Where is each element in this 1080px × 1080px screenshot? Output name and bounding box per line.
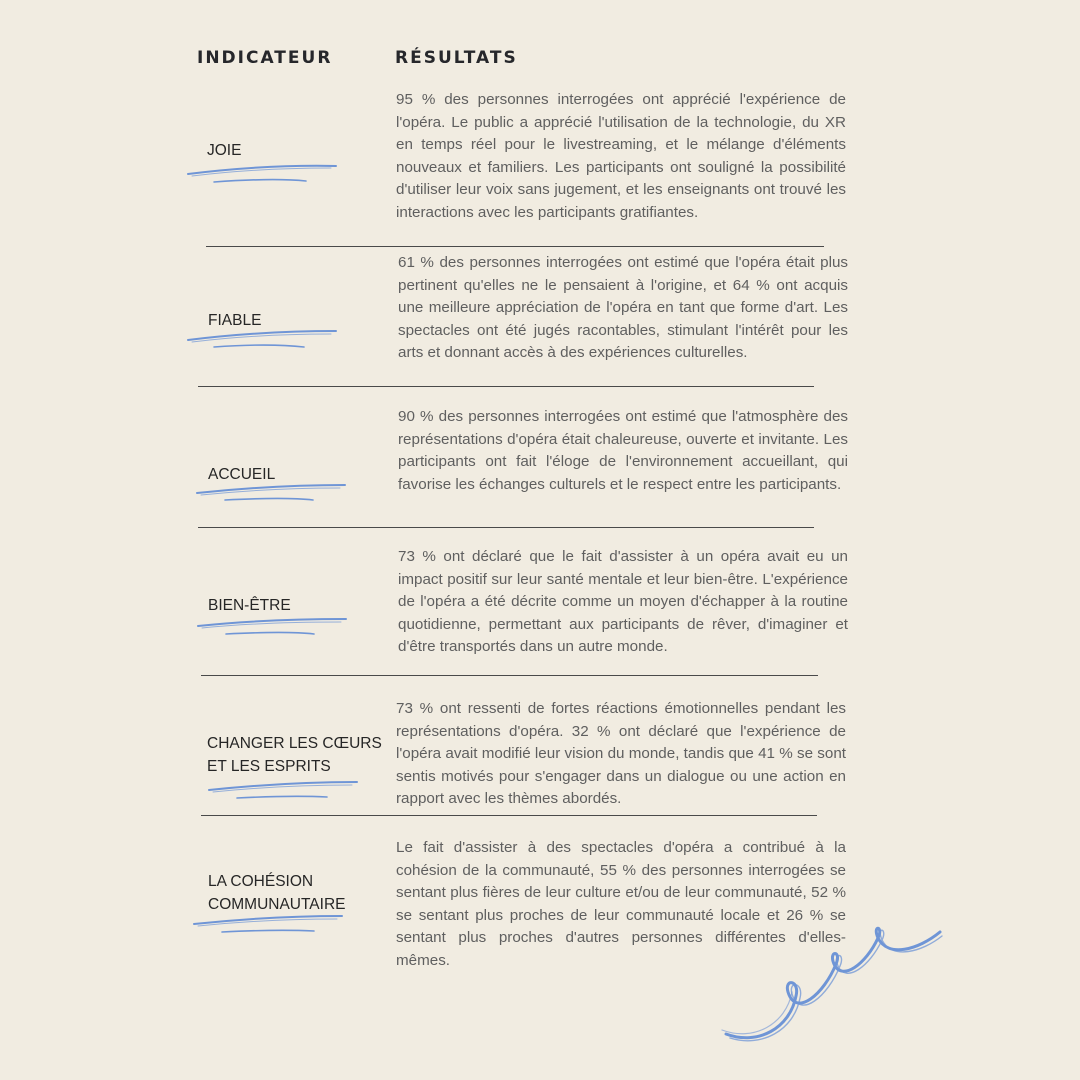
results-column-header: RÉSULTATS (395, 48, 518, 68)
result-text-cohesion: Le fait d'assister à des spectacles d'opéra a contribué à la cohésion de la communauté, 55 % des personnes interrogées se sentant plus fières de leur culture et/ou de leur communauté, 52 % se sentant plus proches de leur communauté locale et 26 % se sentant plus proches d'autres personnes différentes d'elles-mêmes. (396, 839, 846, 969)
indicator-label-cohesion (208, 870, 346, 916)
indicator-label-joie: JOIE (207, 142, 242, 159)
indicator-column-header: INDICATEUR (197, 48, 333, 68)
indicator-label-line: LA COHÉSION (208, 873, 314, 890)
indicator-label-changer-les-coeurs (207, 732, 382, 778)
row-divider (206, 246, 824, 247)
row-divider (201, 675, 818, 676)
result-text-bien-etre: 73 % ont déclaré que le fait d'assister à un opéra avait eu un impact positif sur leur santé mentale et leur bien-être. L'expérience de l'opéra a été décrite comme un moyen d'échapper à la routine quotidienne, permettant aux participants de rêver, d'imaginer et d'être transportés dans un autre monde. (398, 548, 848, 656)
result-text-joie: 95 % des personnes interrogées ont apprécié l'expérience de l'opéra. Le public a apprécié l'utilisation de la technologie, du XR en temps réel pour le livestreaming, et le mélange d'éléments nouveaux et familiers. Les participants ont souligné la possibilité d'utiliser leur voix sans jugement, et les enseignants ont trouvé les interactions avec les participants gratifiantes. (396, 91, 846, 221)
underline-scribble-icon (207, 774, 367, 804)
row-divider (198, 527, 814, 528)
underline-scribble-icon (186, 160, 346, 188)
result-text-changer-les-coeurs: 73 % ont ressenti de fortes réactions émotionnelles pendant les représentations d'opéra. 32 % ont déclaré que l'expérience de l'opéra avait modifié leur vision du monde, tandis que 41 % se sont sentis motivés pour s'engager dans un dialogue ou une action en rapport avec les thèmes abordés. (396, 700, 846, 808)
indicator-label-line: CHANGER LES CŒURS (207, 735, 382, 752)
indicator-label-line: ET LES ESPRITS (207, 758, 331, 775)
result-text-accueil: 90 % des personnes interrogées ont estimé que l'atmosphère des représentations d'opéra était chaleureuse, ouverte et invitante. Les participants ont fait l'éloge de l'environnement accueillant, qui favorise les échanges culturels et le respect entre les participants. (398, 408, 848, 493)
result-text-fiable: 61 % des personnes interrogées ont estimé que l'opéra était plus pertinent qu'elles ne le pensaient à l'origine, et 64 % ont acquis une meilleure appréciation de l'opéra en tant que forme d'art. Les spectacles ont été jugés racontables, stimulant l'intérêt pour les arts et donnant accès à des expériences culturelles. (398, 254, 848, 362)
row-divider (198, 386, 814, 387)
indicator-label-fiable: FIABLE (208, 312, 262, 329)
row-divider (201, 815, 817, 816)
indicator-label-bien-etre: BIEN-ÊTRE (208, 597, 291, 614)
indicator-label-accueil: ACCUEIL (208, 466, 276, 483)
indicator-label-line: COMMUNAUTAIRE (208, 896, 346, 913)
